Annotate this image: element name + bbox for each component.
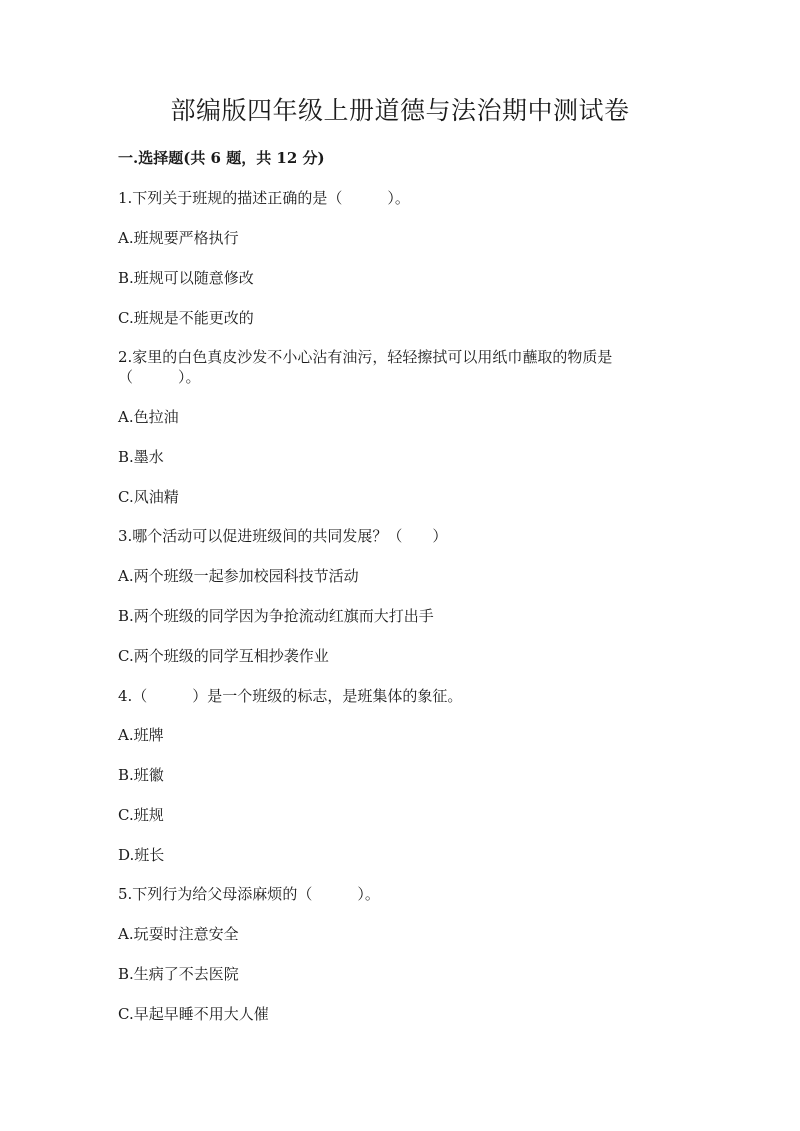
question-1-option-a: A.班规要严格执行 bbox=[118, 229, 239, 247]
question-4-option-a: A.班牌 bbox=[118, 726, 164, 744]
question-4-option-d: D.班长 bbox=[118, 846, 165, 864]
question-1-stem: 1.下列关于班规的描述正确的是（ ）。 bbox=[118, 189, 410, 207]
question-2-stem-line2: （ ）。 bbox=[118, 368, 201, 386]
question-1-option-c: C.班规是不能更改的 bbox=[118, 309, 254, 327]
question-4-stem: 4.（ ）是一个班级的标志，是班集体的象征。 bbox=[118, 687, 463, 705]
question-5-option-a: A.玩耍时注意安全 bbox=[118, 925, 239, 943]
question-5-option-c: C.早起早睡不用大人催 bbox=[118, 1005, 269, 1023]
question-2-option-a: A.色拉油 bbox=[118, 408, 179, 426]
question-3-option-c: C.两个班级的同学互相抄袭作业 bbox=[118, 647, 329, 665]
question-1-option-b: B.班规可以随意修改 bbox=[118, 269, 254, 287]
question-2-option-b: B.墨水 bbox=[118, 448, 164, 466]
question-5-stem: 5.下列行为给父母添麻烦的（ ）。 bbox=[118, 885, 380, 903]
question-3-option-b: B.两个班级的同学因为争抢流动红旗而大打出手 bbox=[118, 607, 434, 625]
question-4-option-c: C.班规 bbox=[118, 806, 164, 824]
question-2-stem-line1: 2.家里的白色真皮沙发不小心沾有油污，轻轻擦拭可以用纸巾蘸取的物质是 bbox=[118, 348, 613, 366]
question-5-option-b: B.生病了不去医院 bbox=[118, 965, 239, 983]
question-3-option-a: A.两个班级一起参加校园科技节活动 bbox=[118, 567, 359, 585]
question-4-option-b: B.班徽 bbox=[118, 766, 164, 784]
section-heading: 一.选择题(共 6 题，共 12 分) bbox=[118, 149, 325, 167]
exam-title: 部编版四年级上册道德与法治期中测试卷 bbox=[170, 96, 630, 125]
question-2-option-c: C.风油精 bbox=[118, 488, 179, 506]
question-3-stem: 3.哪个活动可以促进班级间的共同发展？（ ） bbox=[118, 527, 448, 545]
